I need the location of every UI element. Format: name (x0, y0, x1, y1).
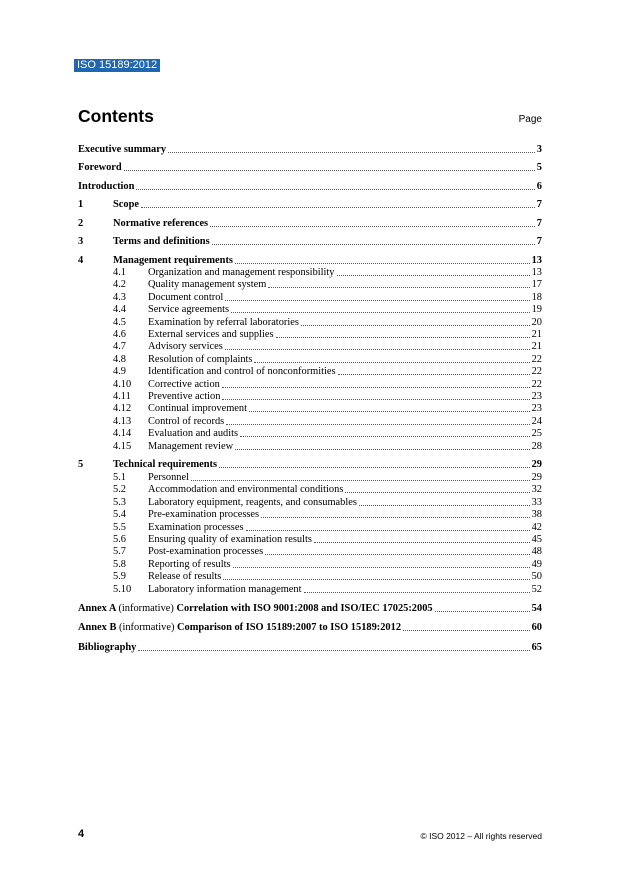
toc-number: 5.10 (113, 583, 132, 595)
toc-page: 54 (531, 603, 542, 614)
leader-dots (435, 611, 530, 612)
leader-dots (138, 650, 529, 651)
toc-number: 4.3 (113, 291, 126, 303)
toc-number: 5.2 (113, 484, 126, 496)
toc-title: Introduction (78, 181, 135, 192)
toc-title: Bibliography (78, 642, 137, 653)
leader-dots (314, 542, 530, 543)
toc-title: Document control (148, 291, 224, 303)
leader-dots (191, 480, 530, 481)
toc-page: 23 (531, 391, 542, 402)
toc-title: Service agreements (148, 304, 230, 316)
toc-page: 28 (531, 440, 542, 452)
toc-page: 13 (531, 255, 542, 266)
toc-title: Post-examination processes (148, 546, 264, 558)
leader-dots (141, 207, 535, 208)
toc-title: Advisory services (148, 341, 223, 353)
toc-page: 7 (536, 218, 542, 229)
toc-page: 22 (531, 353, 542, 365)
leader-dots (223, 579, 529, 580)
leader-dots (231, 312, 530, 313)
toc-title: Personnel (148, 472, 189, 483)
annex-title: Comparison of ISO 15189:2007 to ISO 15189:2012 (177, 622, 402, 633)
toc-number: 4.14 (113, 428, 132, 440)
toc-page: 22 (531, 366, 542, 378)
leader-dots (261, 517, 530, 518)
toc-number: 4.8 (113, 353, 126, 365)
toc-page: 45 (531, 534, 542, 545)
toc-title: Ensuring quality of examination results (148, 534, 312, 545)
toc-entry-terms-definitions[interactable] (78, 234, 542, 248)
toc-entry-technical-requirements[interactable] (78, 457, 542, 471)
footer-page-number: 4 (78, 828, 85, 840)
toc-number: 5.1 (113, 472, 126, 483)
leader-dots (136, 189, 534, 190)
toc-number: 2 (78, 218, 84, 229)
leader-dots (168, 152, 535, 153)
leader-dots (301, 325, 530, 326)
toc-title (78, 622, 401, 634)
leader-dots (403, 630, 530, 631)
leader-dots (219, 467, 530, 468)
toc-number: 4.4 (113, 304, 126, 316)
toc-page: 29 (531, 459, 542, 470)
toc-title: Technical requirements (113, 459, 218, 470)
toc-entry-annex-b[interactable] (78, 620, 542, 634)
toc-entry-bibliography[interactable] (78, 640, 542, 654)
toc-subentry-5-10[interactable] (78, 582, 542, 596)
toc-number: 4.2 (113, 279, 126, 291)
toc-number: 5.3 (113, 496, 126, 508)
leader-dots (225, 349, 530, 350)
annex-qualifier: (informative) (118, 603, 174, 614)
toc-number: 5 (78, 459, 84, 470)
toc-page: 7 (536, 199, 542, 210)
toc-page: 17 (531, 279, 542, 291)
toc-number: 4.1 (113, 267, 126, 278)
toc-number: 4.15 (113, 440, 132, 452)
toc-page: 18 (531, 291, 542, 303)
toc-title: Quality management system (148, 279, 267, 291)
toc-entry-annex-a[interactable] (78, 601, 542, 615)
toc-title: Management review (148, 440, 234, 452)
toc-number: 4.6 (113, 329, 126, 340)
annex-label: Annex A (78, 603, 116, 614)
toc-page: 21 (531, 341, 542, 353)
toc-title: Preventive action (148, 391, 221, 402)
toc-number: 5.4 (113, 509, 126, 521)
leader-dots (276, 337, 530, 338)
toc-number: 4.12 (113, 403, 132, 415)
leader-dots (338, 374, 530, 375)
toc-number: 3 (78, 236, 84, 247)
toc-number: 5.5 (113, 521, 126, 533)
toc-page: 60 (531, 622, 542, 633)
page-column-label: Page (518, 114, 542, 125)
leader-dots (249, 411, 530, 412)
toc-title: Evaluation and audits (148, 428, 239, 440)
leader-dots (235, 263, 530, 264)
toc-page: 42 (531, 521, 542, 533)
toc-title: Reporting of results (148, 558, 231, 570)
leader-dots (124, 170, 535, 171)
toc-page: 33 (531, 496, 542, 508)
toc-entry-introduction[interactable] (78, 179, 542, 193)
leader-dots (268, 287, 529, 288)
toc-title: Terms and definitions (113, 236, 210, 247)
toc-entry-normative-references[interactable] (78, 216, 542, 230)
toc-title: Organization and management responsibility (148, 267, 335, 278)
toc-entry-foreword[interactable] (78, 160, 542, 174)
toc-title: Laboratory information management (148, 583, 302, 595)
page-title: Contents (78, 106, 154, 126)
leader-dots (222, 387, 530, 388)
toc-title: External services and supplies (148, 329, 274, 340)
annex-title: Correlation with ISO 9001:2008 and ISO/IEC 17025:2005 (176, 603, 433, 614)
toc-number: 4.13 (113, 415, 132, 427)
toc-entry-executive-summary[interactable] (78, 142, 542, 156)
toc-title: Continual improvement (148, 403, 247, 415)
leader-dots (225, 300, 529, 301)
toc-title: Pre-examination processes (148, 509, 260, 521)
toc-page: 48 (531, 546, 542, 558)
leader-dots (222, 399, 529, 400)
toc-number: 5.9 (113, 571, 126, 583)
toc-page: 20 (531, 316, 542, 328)
leader-dots (345, 492, 529, 493)
leader-dots (337, 275, 530, 276)
toc-page: 5 (536, 162, 542, 173)
toc-number: 4.11 (113, 391, 131, 402)
toc-number: 4.5 (113, 316, 126, 328)
toc-title: Scope (113, 199, 139, 210)
toc-title: Normative references (113, 218, 209, 229)
leader-dots (212, 244, 535, 245)
toc-page: 52 (531, 583, 542, 595)
toc-page: 29 (531, 472, 542, 483)
toc-entry-scope[interactable] (78, 197, 542, 211)
leader-dots (235, 449, 530, 450)
toc-page: 7 (536, 236, 542, 247)
toc-title: Executive summary (78, 144, 167, 155)
toc-page: 13 (531, 267, 542, 278)
toc-page: 50 (531, 571, 542, 583)
toc-page: 19 (531, 304, 542, 316)
toc-page: 22 (531, 378, 542, 390)
toc-page: 3 (536, 144, 542, 155)
leader-dots (226, 424, 529, 425)
toc-page: 24 (531, 415, 542, 427)
toc-number: 4.10 (113, 378, 132, 390)
toc-title: Control of records (148, 415, 225, 427)
annex-label: Annex B (78, 622, 117, 633)
toc-title: Identification and control of nonconformities (148, 366, 336, 378)
toc-number: 4.7 (113, 341, 126, 353)
toc-number: 1 (78, 199, 84, 210)
leader-dots (254, 362, 529, 363)
toc-number: 4 (78, 255, 84, 266)
toc-title: Corrective action (148, 378, 220, 390)
leader-dots (304, 592, 530, 593)
toc-title: Management requirements (113, 255, 233, 266)
toc-title: Release of results (148, 571, 222, 583)
leader-dots (233, 567, 530, 568)
toc-page: 25 (531, 428, 542, 440)
leader-dots (210, 226, 535, 227)
toc-title: Foreword (78, 162, 122, 173)
toc-title (78, 603, 433, 615)
toc-number: 5.6 (113, 534, 126, 545)
toc-page: 23 (531, 403, 542, 415)
toc-page: 49 (531, 558, 542, 570)
toc-page: 32 (531, 484, 542, 496)
toc-number: 4.9 (113, 366, 126, 378)
toc-title: Resolution of complaints (148, 353, 253, 365)
toc-number: 5.7 (113, 546, 126, 558)
leader-dots (246, 530, 530, 531)
toc-page: 38 (531, 509, 542, 521)
leader-dots (265, 554, 529, 555)
toc-subentry-4-15[interactable] (78, 439, 542, 453)
toc-title: Examination by referral laboratories (148, 316, 299, 328)
toc-number: 5.8 (113, 558, 126, 570)
standard-id-badge: ISO 15189:2012 (74, 59, 160, 72)
toc-title: Laboratory equipment, reagents, and consumables (148, 496, 357, 508)
toc-title: Examination processes (148, 521, 244, 533)
leader-dots (240, 436, 530, 437)
toc-page: 21 (531, 329, 542, 340)
annex-qualifier: (informative) (119, 622, 175, 633)
toc-page: 6 (536, 181, 542, 192)
leader-dots (359, 505, 530, 506)
toc-title: Accommodation and environmental conditions (148, 484, 344, 496)
toc-page: 65 (531, 642, 542, 653)
footer-copyright: © ISO 2012 – All rights reserved (420, 831, 542, 841)
